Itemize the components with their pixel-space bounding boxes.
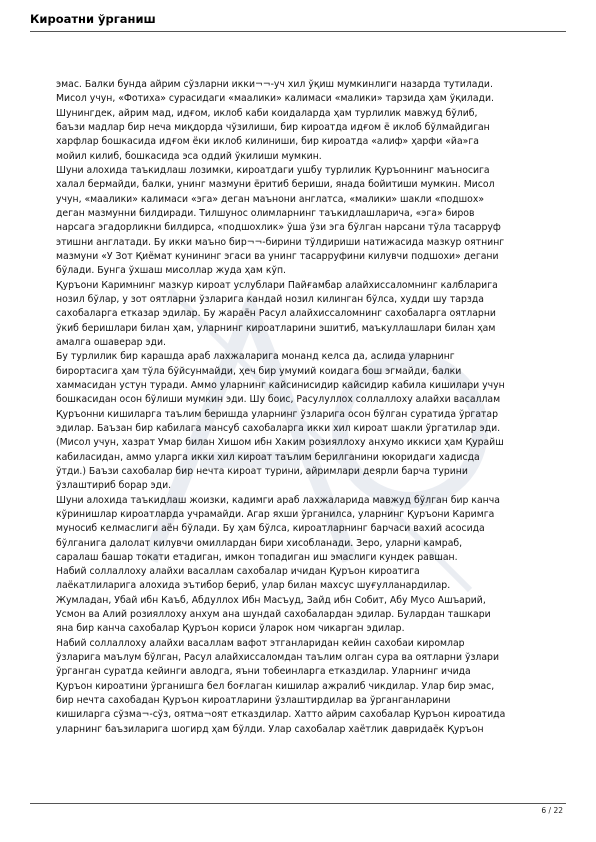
document-header-title: Кироатни ўрганиш — [30, 12, 156, 26]
text-line: харфлар бошкасида идғом ёки иклоб килиниши, бир кироатда «алиф» ҳарфи «йа»га — [56, 136, 479, 148]
text-line: кишиларга сўзма¬-сўз, оятма¬оят етказдилар. Хатто айрим сахобалар Қуръон кироатида — [56, 709, 506, 721]
text-line: муносиб келмаслиги аён бўлади. Бу ҳам бўлса, кироатларнинг барчаси вахий асосида — [56, 523, 485, 535]
text-line: (Мисол учун, хазрат Умар билан Хишом ибн Хаким розияллоху анхумо иккиси ҳам Қурайш — [56, 437, 504, 449]
text-line: лаёкатлиларига алохида эътибор бериб, улар билан махсус шуғулланардилар. — [56, 580, 451, 592]
text-line: ўзларига маълум бўлган, Расул алайхиссаломдан таълим олган сура ва оятларни ўзлари — [56, 652, 499, 664]
text-line: ўтди.) Баъзи сахобалар бир нечта кироат турини, айримлари деярли барча турини — [56, 465, 468, 477]
text-line: кабиласидан, аммо уларга икки хил кироат таълим берилганини юкоридаги хадисда — [56, 451, 480, 463]
text-line: Қуръон кироатини ўрганишга бел боғлаган кишилар ажралиб чикдилар. Улар бир эмас, — [56, 680, 495, 692]
text-line: сахобаларга етказар эдилар. Бу жараён Расул алайхиссаломнинг сахобаларга оятларни — [56, 308, 496, 320]
text-line: бир нечта сахобадан Қуръон кироатларини ўзлаштирдилар ва ўрганганларини — [56, 695, 451, 707]
text-line: саралаш башар токати етадиган, имкон топадиган иш эмаслиги кундек равшан. — [56, 551, 458, 563]
text-line: этишни англатади. Бу икки маъно бир¬¬-бирини тўлдириши натижасида мазкур оятнинг — [56, 236, 505, 248]
text-line: Набий соллаллоху алайхи васаллам сахобалар ичидан Қуръон кироатига — [56, 566, 420, 578]
text-line: ўзлаштириб борар эди. — [56, 480, 172, 492]
text-line: эдилар. Баъзан бир кабилага мансуб сахобаларга икки хил кироат шакли ўргатилар эди. — [56, 422, 501, 434]
text-line: деган мазмунни билдиради. Тилшунос олимларнинг таъкидлашларича, «эга» биров — [56, 207, 475, 219]
text-line: халал бермайди, балки, унинг мазмуни ёритиб бериши, янада бойитиши мумкин. Мисол — [56, 179, 495, 191]
text-line: Қуръони Каримнинг мазкур кироат услублари Пайғамбар алайхиссаломнинг калбларига — [56, 279, 498, 291]
text-line: уларнинг баъзиларига шогирд ҳам бўлди. Улар сахобалар хаётлик давридаёк Қуръон — [56, 723, 484, 735]
text-line: кўринишлар кироатларда учрамайди. Агар яхши ўрганилса, уларнинг Қуръони Каримга — [56, 508, 495, 520]
document-body — [56, 78, 576, 737]
text-line: Усмон ва Алий розияллоху анхум ана шундай сахобалардан эдилар. Булардан ташкари — [56, 609, 491, 621]
text-line: Набий соллаллоху алайхи васаллам вафот этганларидан кейин сахобаи киромлар — [56, 637, 465, 649]
text-line: Шуни алохида таъкидлаш лозимки, кироатдаги ушбу турлилик Қуръоннинг маъносига — [56, 164, 490, 176]
text-line: ўкиб беришлари билан ҳам, уларнинг кироатларини эшитиб, маъкуллашлари билан ҳам — [56, 322, 496, 334]
text-line: яна бир канча сахобалар Қуръон кориси ўларок ном чикарган эдилар. — [56, 623, 405, 635]
text-line: Мисол учун, «Фотиха» сурасидаги «маалики» калимаси «малики» тарзида ҳам ўқилади. — [56, 93, 494, 105]
text-line: ўрганган суратда кейинги авлодга, яъни тобеинларга етказдилар. Уларнинг ичида — [56, 666, 471, 678]
text-line: нозил бўлар, у зот оятларни ўзларига кандай нозил килинган бўлса, худди шу тарзда — [56, 293, 484, 305]
text-line: Шуни алохида таъкидлаш жоизки, кадимги араб лахжаларида мавжуд бўлган бир канча — [56, 494, 500, 506]
text-line: Қуръонни кишиларга таълим беришда уларнинг ўзларига осон бўлган суратида ўргатар — [56, 408, 499, 420]
footer-divider — [30, 803, 566, 804]
text-line: хаммасидан устун туради. Аммо уларнинг кайсинисидир кайсидир кабила кишилари учун — [56, 379, 505, 391]
text-line: мазмуни «У Зот Қиёмат кунининг эгаси ва унинг тасарруфини килувчи подшохи» дегани — [56, 250, 499, 262]
text-line: эмас. Балки бунда айрим сўзларни икки¬¬-уч хил ўқиш мумкинлиги назарда тутилади. — [56, 79, 493, 90]
text-line: нарсага эгадорликни билдирса, «подшохлик» ўша ўзи эга бўлган нарсани тўла тасарруф — [56, 222, 501, 234]
text-line: бошкасидан осон бўлиши мумкин эди. Шу боис, Расулуллох соллаллоху алайхи васаллам — [56, 394, 501, 406]
page-number: 6 / 22 — [541, 806, 563, 815]
text-line: Жумладан, Убай ибн Каъб, Абдуллох Ибн Масъуд, Зайд ибн Собит, Абу Мусо Ашъарий, — [56, 594, 486, 606]
text-line: Бу турлилик бир карашда араб лахжаларига монанд келса да, аслида уларнинг — [56, 351, 455, 363]
text-line: амалга ошаверар эди. — [56, 336, 166, 348]
text-line: бўлади. Бунга ўхшаш мисоллар жуда ҳам кўп. — [56, 265, 286, 277]
text-line: Шунингдек, айрим мад, идғом, иклоб каби коидаларда ҳам турлилик мавжуд бўлиб, — [56, 107, 478, 119]
text-line: бўлганига далолат килувчи омиллардан бири хисобланади. Зеро, уларни камраб, — [56, 537, 463, 549]
text-line: баъзи мадлар бир неча миқдорда чўзилиши, бир кироатда идғом ё иклоб бўлмайдиган — [56, 121, 490, 133]
text-line: мойил килиб, бошкасида эса оддий ўкилиши мумкин. — [56, 150, 322, 162]
text-line: бирортасига ҳам тўла бўйсунмайди, ҳеч бир умумий коидага бош эгмайди, балки — [56, 365, 462, 377]
header-divider — [30, 31, 566, 32]
text-line: учун, «маалики» калимаси «эга» деган маънони англатса, «малики» шакли «подшох» — [56, 193, 485, 205]
